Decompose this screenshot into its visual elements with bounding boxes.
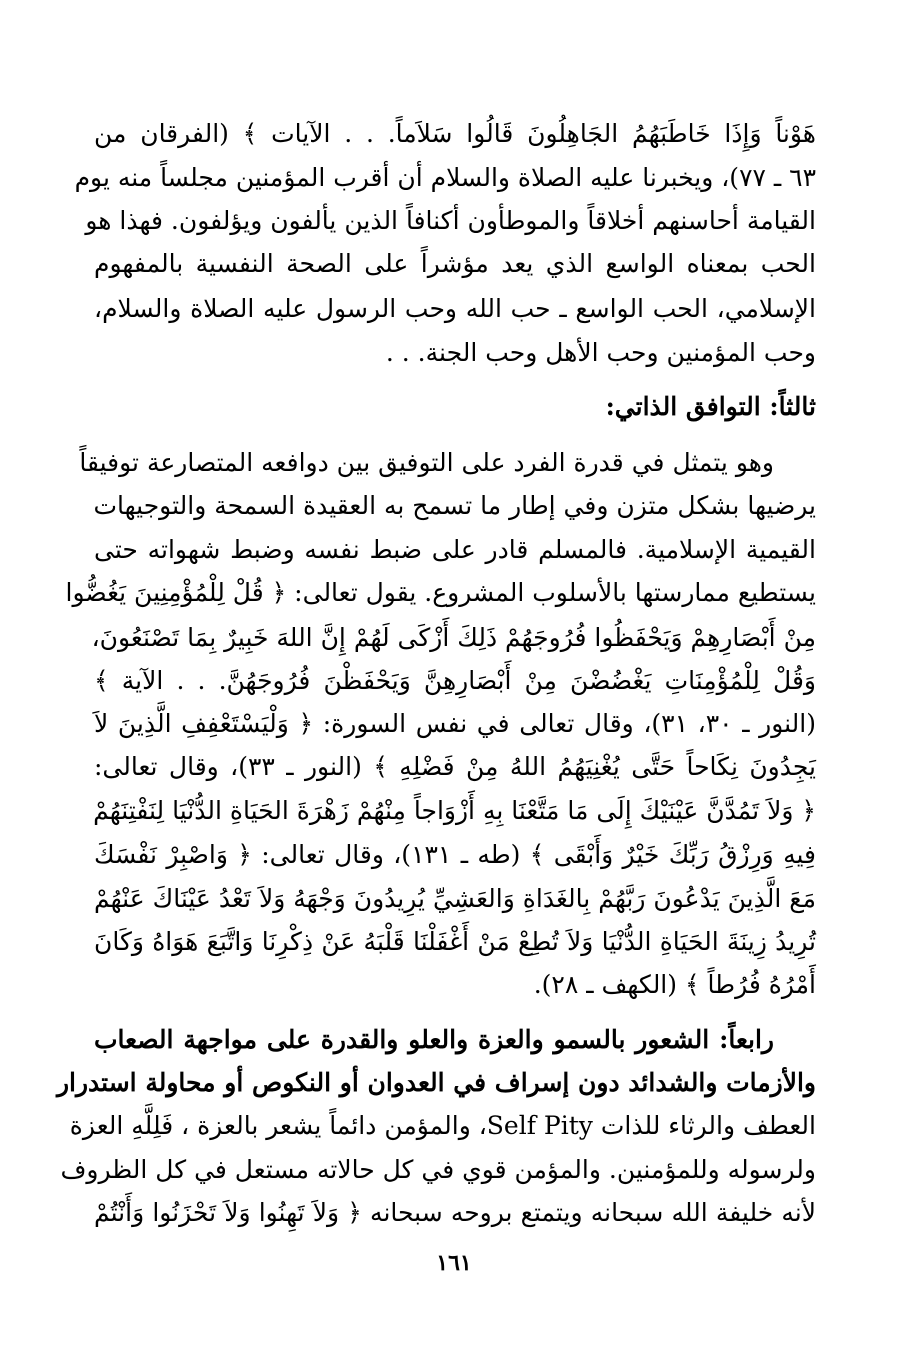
text-line: (النور ـ ٣٠، ٣١)، وقال تعالى في نفس السورة: ﴿ وَلْيَسْتَعْفِفِ الَّذِينَ لاَ <box>94 709 816 738</box>
text-line: ٦٣ ـ ٧٧)، ويخبرنا عليه الصلاة والسلام أن أقرب المؤمنين مجلساً منه يوم <box>74 163 816 192</box>
text-line: وحب المؤمنين وحب الأهل وحب الجنة. . . <box>385 338 816 367</box>
text-line: مِنْ أَبْصَارِهِمْ وَيَحْفَظُوا فُرُوجَهُمْ ذَلِكَ أَزْكَى لَهُمْ إِنَّ اللهَ خَبِيرٌ بِمَا تَصْنَعُونَ، <box>91 623 816 652</box>
text-line: يرضيها بشكل متزن وفي إطار ما تسمح به العقيدة السمحة والتوجيهات <box>93 491 816 520</box>
text-line: الإسلامي، الحب الواسع ـ حب الله وحب الرسول عليه الصلاة والسلام، <box>94 294 816 323</box>
text-line: تُرِيدُ زِينَةَ الحَيَاةِ الدُّنْيَا وَلاَ تُطِعْ مَنْ أَغْفَلْنَا قَلْبَهُ عَنْ ذِكْرِنَا وَاتَّبَعَ هَوَاهُ وَكَانَ <box>94 927 816 956</box>
text-line: يَجِدُونَ نِكَاحاً حَتَّى يُغْنِيَهُمُ اللهُ مِنْ فَضْلِهِ ﴾ (النور ـ ٣٣)، وقال تعالى: <box>94 752 816 781</box>
text-line: مَعَ الَّذِينَ يَدْعُونَ رَبَّهُمْ بِالغَدَاةِ وَالعَشِيِّ يُرِيدُونَ وَجْهَهُ وَلاَ تَعْدُ عَيْنَاكَ عَنْهُمْ <box>94 884 816 913</box>
page-number: ١٦١ <box>436 1250 472 1276</box>
text-line: فِيهِ وَرِزْقُ رَبِّكَ خَيْرٌ وَأَبْقَى ﴾ (طه ـ ١٣١)، وقال تعالى: ﴿ وَاصْبِرْ نَفْسَكَ <box>94 840 816 869</box>
section-heading-continuation: والأزمات والشدائد دون إسراف في العدوان أو النكوص أو محاولة استدرار <box>56 1068 816 1097</box>
text-line: الحب بمعناه الواسع الذي يعد مؤشراً على الصحة النفسية بالمفهوم <box>94 249 816 278</box>
text-line: ﴿ وَلاَ تَمُدَّنَّ عَيْنَيْكَ إِلَى مَا مَتَّعْنَا بِهِ أَزْوَاجاً مِنْهُمْ زَهْرَةَ الحَيَاةِ الدُّنْيَا لِنَفْتِنَهُمْ <box>93 796 816 825</box>
text-line: أَمْرُهُ فُرُطاً ﴾ (الكهف ـ ٢٨). <box>533 970 816 999</box>
text-line: وهو يتمثل في قدرة الفرد على التوفيق بين دوافعه المتصارعة توفيقاً <box>79 448 774 477</box>
text-line: يستطيع ممارستها بالأسلوب المشروع. يقول تعالى: ﴿ قُلْ لِلْمُؤْمِنِينَ يَغُضُّوا <box>65 578 816 607</box>
text-line: وَقُلْ لِلْمُؤْمِنَاتِ يَغْضُضْنَ مِنْ أَبْصَارِهِنَّ وَيَحْفَظْنَ فُرُوجَهُنَّ. . . الآية ﴾ <box>94 666 816 695</box>
text-line: القيامة أحاسنهم أخلاقاً والموطأون أكنافاً الذين يألفون ويؤلفون. فهذا هو <box>85 206 816 235</box>
text-line: العطف والرثاء للذات Self Pity، والمؤمن دائماً يشعر بالعزة ، فَلِلَّهِ العزة <box>69 1111 816 1140</box>
text-line: القيمية الإسلامية. فالمسلم قادر على ضبط نفسه وضبط شهواته حتى <box>94 535 816 564</box>
text-line: لأنه خليفة الله سبحانه ويتمتع بروحه سبحانه ﴿ وَلاَ تَهِنُوا وَلاَ تَحْزَنُوا وَأَنْتُمْ <box>94 1198 816 1227</box>
text-line: ولرسوله وللمؤمنين. والمؤمن قوي في كل حالاته مستعل في كل الظروف <box>60 1155 816 1184</box>
text-line: هَوْناً وَإِذَا خَاطَبَهُمُ الجَاهِلُونَ قَالُوا سَلاَماً. . . الآيات ﴾ (الفرقان من <box>94 119 816 148</box>
section-heading: ثالثاً: التوافق الذاتي: <box>605 392 816 421</box>
section-heading: رابعاً: الشعور بالسمو والعزة والعلو والقدرة على مواجهة الصعاب <box>94 1025 774 1054</box>
